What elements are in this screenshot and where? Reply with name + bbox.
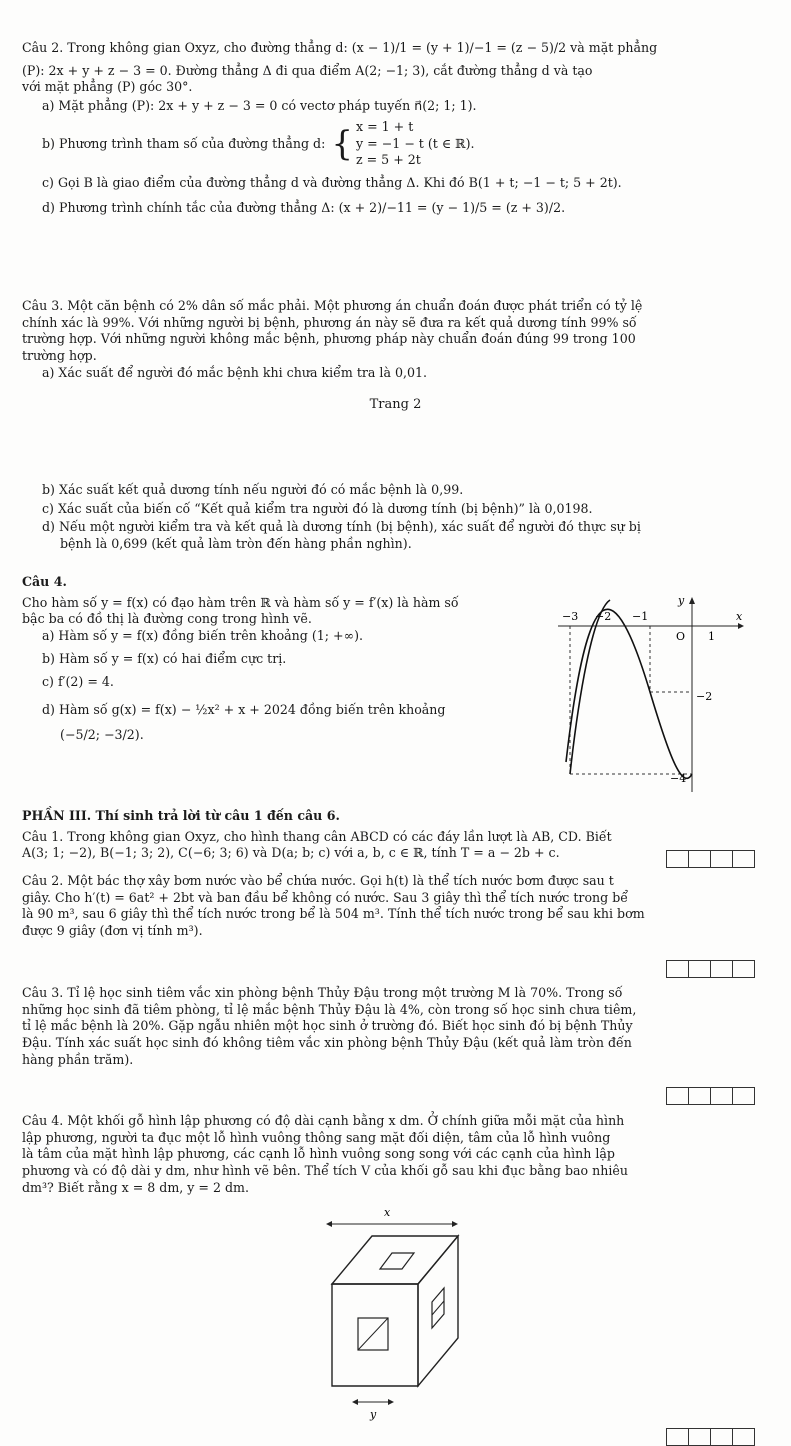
y-axis-arrow-icon [689,597,695,604]
p3-q2-line: Câu 2. Một bác thợ xây bơm nước vào bể chứa nước. Gọi h(t) là thể tích nước bơm được sau t [22,873,614,888]
q4-stem-line: Cho hàm số y = f(x) có đạo hàm trên ℝ và hàm số y = f′(x) là hàm số [22,594,459,610]
q4-statement-d-cont: (−5/2; −3/2). [60,727,144,743]
p3-q2-line: được 9 giây (đơn vị tính m³). [22,923,203,939]
part-3 [22,808,774,862]
cube-front-face [332,1284,418,1386]
q2-statement-b [22,119,774,169]
answer-box-q3[interactable] [667,1087,755,1105]
q2-statement-c: c) Gọi B là giao điểm của đường thẳng d và đường thẳng Δ. Khi đó B(1 + t; −1 − t; 5 + 2t). [42,175,622,191]
p3-q3-line: Câu 3. Tỉ lệ học sinh tiêm vắc xin phòng bệnh Thủy Đậu trong một trường M là 70%. Trong số [22,985,623,1000]
side-hole-depth [432,1301,444,1315]
q2-stem-line: với mặt phẳng (P) góc 30°. [22,79,193,95]
origin-label: O [676,630,686,643]
p3-q2-line: giây. Cho h′(t) = 6at² + 2bt và ban đầu bể không có nước. Sau 3 giây thì thể tích nước trong bể [22,889,629,905]
tick-label-y-neg4: −4 [670,772,687,785]
arrow-left-icon [352,1399,358,1405]
q2-stem-line: (P): 2x + y + z − 3 = 0. Đường thẳng Δ đi qua điểm A(2; −1; 3), cắt đường thẳng d và tạo [22,62,593,78]
p3-q4-line: dm³? Biết rằng x = 8 dm, y = 2 dm. [22,1179,249,1195]
p3-q3-line: những học sinh đã tiêm phòng, tỉ lệ mắc bệnh Thủy Đậu là 4%, còn trong số học sinh chưa tiêm, [22,1001,637,1017]
tick-label-x-1: 1 [708,630,715,643]
derivative-curve [566,609,692,778]
question-4-true-false [22,574,562,744]
arrow-left-icon [326,1221,332,1227]
q4-title: Câu 4. [22,574,67,589]
tick-label-x-neg3: −3 [562,610,579,623]
q3-stem-line: trường hợp. [22,348,97,364]
q2-b-eq: x = 1 + t [355,118,414,134]
q2-stem-line: Câu 2. Trong không gian Oxyz, cho đường thẳng d: (x − 1)/1 = (y + 1)/−1 = (z − 5)/2 và mặt phẳng [22,40,658,55]
p3-q2-line: là 90 m³, sau 6 giây thì thể tích nước trong bể là 504 m³. Tính thể tích nước trong bể sau khi bơm [22,906,645,922]
q3-statement-b: b) Xác suất kết quả dương tính nếu người đó có mắc bệnh là 0,99. [42,482,464,497]
p3-q4-line: lập phương, người ta đục một lỗ hình vuông thông sang mặt đối diện, tâm của lỗ hình vuông [22,1129,611,1145]
q2-b-intro: b) Phương trình tham số của đường thẳng d: [42,135,326,151]
q2-b-eq: z = 5 + 2t [355,152,421,168]
q2-b-eq: y = −1 − t (t ∈ ℝ). [355,135,475,151]
p3-q4-line: phương và có độ dài y dm, như hình vẽ bên. Thể tích V của khối gỗ sau khi đục bằng bao nhiêu [22,1163,628,1179]
part-3-title: PHẦN III. Thí sinh trả lời từ câu 1 đến câu 6. [22,808,340,823]
tick-label-y-neg2: −2 [696,690,713,703]
answer-box-q4[interactable] [667,1428,755,1446]
p3-q3-line: tỉ lệ mắc bệnh là 20%. Gặp ngẫu nhiên một học sinh ở trường đó. Biết học sinh đó bị bệnh Thủy [22,1018,633,1034]
q4-statement-b: b) Hàm số y = f(x) có hai điểm cực trị. [42,650,287,666]
derivative-graph [558,592,758,792]
question-3-continued [22,482,774,553]
front-hole-depth [358,1318,388,1350]
q3-statement-a: a) Xác suất để người đó mắc bệnh khi chưa kiểm tra là 0,01. [42,364,428,380]
arrow-right-icon [388,1399,394,1405]
answer-box-q2[interactable] [667,960,755,978]
q3-statement-d: d) Nếu một người kiểm tra và kết quả là dương tính (bị bệnh), xác suất để người đó thực sự bị [42,519,641,535]
brace-icon: { [331,124,353,165]
q3-stem-line: Câu 3. Một căn bệnh có 2% dân số mắc phải. Một phương án chuẩn đoán được phát triển có tỷ lệ [22,298,643,313]
cube-y-label: y [370,1408,377,1421]
q4-statement-a: a) Hàm số y = f(x) đồng biến trên khoảng (1; +∞). [42,628,363,644]
y-axis-label: y [678,594,685,607]
answer-box-q1[interactable] [667,850,755,868]
p3-q4-line: là tâm của mặt hình lập phương, các cạnh lỗ hình vuông song song với các cạnh của hình lập [22,1146,615,1162]
p3-question-3 [22,985,774,1069]
p3-q3-line: hàng phần trăm). [22,1051,134,1067]
page-number: Trang 2 [369,397,422,412]
cube-figure [296,1206,496,1434]
q3-statement-c: c) Xác suất của biến cố “Kết quả kiểm tra người đó là dương tính (bị bệnh)” là 0,0198. [42,500,593,516]
p3-question-2 [22,873,774,940]
q4-stem-line: bậc ba có đồ thị là đường cong trong hình vẽ. [22,611,312,627]
q4-statement-c: c) f′(2) = 4. [42,673,114,689]
q2-statement-d: d) Phương trình chính tắc của đường thẳng Δ: (x + 2)/−11 = (y − 1)/5 = (z + 3)/2. [42,199,566,215]
question-2-true-false [22,40,774,217]
cube-side-face [418,1236,458,1386]
cube-x-label: x [384,1206,391,1219]
p3-question-4 [22,1113,774,1197]
q3-statement-d-cont: bệnh là 0,699 (kết quả làm tròn đến hàng phần nghìn). [60,536,412,552]
q4-statement-d: d) Hàm số g(x) = f(x) − ½x² + x + 2024 đồng biến trên khoảng [42,702,446,718]
p3-q4-line: Câu 4. Một khối gỗ hình lập phương có độ dài cạnh bằng x dm. Ở chính giữa mỗi mặt của hình [22,1113,625,1128]
cube-top-face [332,1236,458,1284]
arrow-right-icon [452,1221,458,1227]
q2-statement-a: a) Mặt phẳng (P): 2x + y + z − 3 = 0 có vectơ pháp tuyến n⃗(2; 1; 1). [42,98,477,114]
x-axis-label: x [736,610,743,623]
q3-stem-line: chính xác là 99%. Với những người bị bệnh, phương án này sẽ đưa ra kết quả dương tính 99% số [22,314,637,330]
tick-label-x-neg2: −2 [595,610,612,623]
p3-q1-line: A(3; 1; −2), B(−1; 3; 2), C(−6; 3; 6) và D(a; b; c) với a, b, c ∈ ℝ, tính T = a − 2b + c. [22,845,560,861]
q3-stem-line: trường hợp. Với những người không mắc bệnh, phương pháp này chuẩn đoán đúng 99 trong 100 [22,331,636,347]
page-gap [0,440,791,480]
top-hole [380,1253,414,1269]
question-3-true-false [22,298,774,382]
x-axis-arrow-icon [738,623,744,629]
tick-label-x-neg1: −1 [632,610,649,623]
p3-q1-line: Câu 1. Trong không gian Oxyz, cho hình thang cân ABCD có các đáy lần lượt là AB, CD. Biết [22,828,612,844]
p3-q3-line: Đậu. Tính xác suất học sinh đó không tiêm vắc xin phòng bệnh Thủy Đậu (kết quả làm tròn đến [22,1035,632,1051]
